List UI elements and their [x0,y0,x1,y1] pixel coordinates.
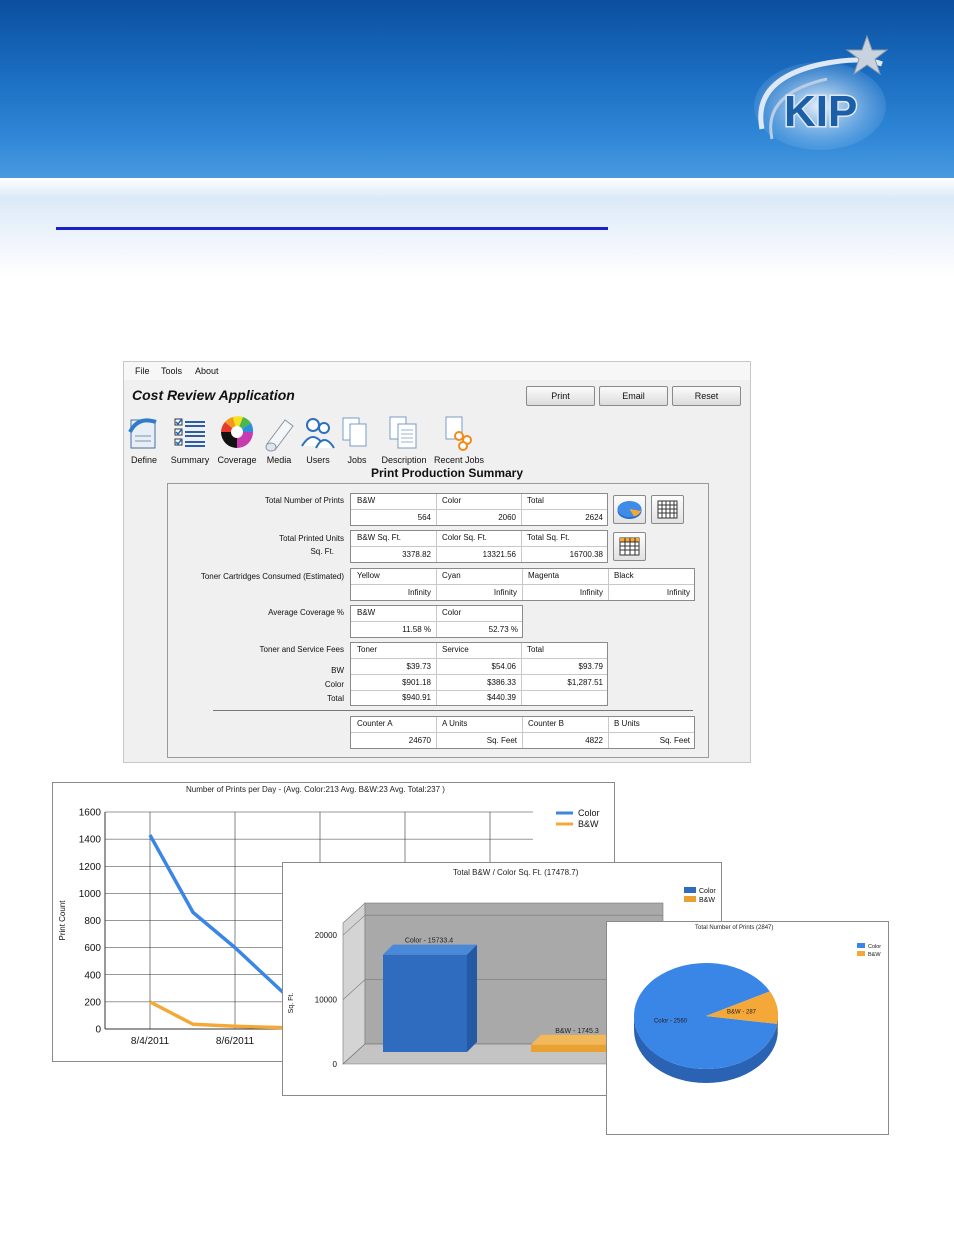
grid-value: Infinity [493,588,517,597]
logo-text: KIP [784,87,858,136]
legend-swatch [684,887,696,893]
grid-value: 52.73 % [488,625,518,634]
grid-value: 2624 [585,513,603,522]
grid-header: Magenta [528,571,560,580]
grid-value: 11.58 % [402,625,431,634]
prints-pie-chart [606,921,889,1135]
legend-label: B&W [699,897,715,904]
side-wall [343,903,365,1064]
toolbar-coverage-label: Coverage [217,455,257,465]
printed-units-label: Total Printed Units [279,534,344,543]
counters-grid [350,716,695,749]
table-view-button[interactable] [651,495,684,524]
menu-about[interactable]: About [195,366,219,376]
printed-units-sublabel: Sq. Ft. [310,547,334,556]
grid-header: B&W Sq. Ft. [357,533,402,542]
pie-chart-icon [614,496,645,523]
description-icon [386,414,422,452]
define-icon [126,414,162,452]
y-tick-label: 800 [84,916,101,927]
total-prints-grid [350,493,608,526]
y-tick-label: 1400 [78,834,101,846]
y-tick-label: 1200 [78,861,101,873]
toolbar-jobs[interactable] [339,414,375,465]
toolbar-define[interactable] [126,414,162,465]
grid-header: Counter A [357,719,393,728]
grid-value: $39.73 [406,662,431,671]
recent-jobs-icon [441,414,477,452]
grid-header: Black [614,571,634,580]
x-tick-label: 8/4/2011 [130,1036,170,1047]
grid-value: $1,287.51 [567,678,603,687]
grid-value: $440.39 [487,693,516,702]
reset-button[interactable]: Reset [672,386,741,406]
grid-value: Sq. Feet [486,736,517,745]
toolbar-media[interactable] [261,414,297,465]
summary-panel [167,483,709,758]
menu-file[interactable]: File [135,366,150,376]
grid-header: Cyan [442,571,461,580]
bar-top [383,945,477,955]
panel-separator [213,710,693,711]
legend-label: Color [868,944,882,950]
menubar [124,362,750,380]
grid-header: Color [442,608,462,617]
chart-title: Number of Prints per Day - (Avg. Color:213 Avg. B&W:23 Avg. Total:237 ) [186,785,445,794]
legend-swatch [857,951,865,956]
bar-side [467,945,477,1052]
grid-header: Yellow [357,571,380,580]
sqft-table-button[interactable] [613,532,646,561]
grid-header: B&W [357,496,376,505]
table-icon [614,533,645,560]
chart-title: Total Number of Prints (2847) [695,925,774,931]
cost-review-window [123,361,751,763]
legend-label: Color [699,888,716,895]
legend-swatch [857,943,865,948]
toner-grid [350,568,695,601]
checklist-icon [172,414,208,452]
email-button[interactable]: Email [599,386,668,406]
y-tick-label: 400 [84,970,101,982]
legend-swatch [684,896,696,902]
x-tick-label: 8/6/2011 [215,1036,255,1047]
y-axis-label: Sq. Ft. [288,992,295,1014]
color-wheel-icon [219,414,255,452]
toolbar-description[interactable] [379,414,429,465]
y-axis-label: Print Count [58,900,67,941]
grid-value: 4822 [585,736,603,745]
print-button[interactable]: Print [526,386,595,406]
grid-header: Service [442,645,469,654]
grid-header: A Units [442,719,468,728]
data-label: Color - 15733.4 [404,937,454,945]
kip-logo [742,34,892,154]
grid-value: 13321.56 [482,550,516,559]
grid-value: Sq. Feet [659,736,690,745]
app-title: Cost Review Application [132,387,295,403]
y-tick-label: 10000 [314,995,337,1005]
grid-header: B&W [357,608,376,617]
grid-header: Toner [357,645,378,654]
section-title: Print Production Summary [371,466,524,480]
grid-header: Total [527,645,544,654]
y-tick-label: 0 [332,1060,337,1069]
toolbar-summary-label: Summary [170,455,210,465]
pie-chart-svg [607,922,888,1134]
data-label: Color - 2560 [653,1018,688,1025]
y-tick-label: 20000 [314,931,337,941]
toolbar-coverage[interactable] [215,414,259,465]
grid-value: Infinity [407,588,431,597]
grid-value: $93.79 [578,662,603,671]
grid-header: Color [442,496,462,505]
y-tick-label: 200 [84,997,101,1009]
grid-header: Counter B [528,719,565,728]
bar [531,1045,615,1052]
data-label: B&W - 1745.3 [555,1027,599,1035]
toolbar-summary[interactable] [169,414,211,465]
bar [383,955,467,1052]
toolbar-recent-jobs-label: Recent Jobs [433,455,485,465]
grid-value: 3378.82 [402,550,431,559]
grid-header: B Units [614,719,640,728]
grid-value: $54.06 [491,662,516,671]
toolbar-define-label: Define [130,455,157,465]
total-prints-label: Total Number of Prints [264,496,344,505]
toolbar-users[interactable] [300,414,336,465]
coverage-grid [350,605,523,638]
y-tick-label: 1600 [78,807,101,819]
grid-value: Infinity [666,588,690,597]
y-tick-label: 600 [84,943,101,955]
coverage-label: Average Coverage % [268,608,344,617]
grid-icon [652,496,683,523]
fees-label: Toner and Service Fees [259,645,344,654]
printed-units-grid [350,530,608,563]
fees-row-label: Total [327,694,344,703]
toolbar-jobs-label: Jobs [347,455,367,465]
grid-value: Infinity [579,588,603,597]
toolbar-media-label: Media [266,455,292,465]
y-tick-label: 1000 [78,888,101,900]
fees-row-label: Color [324,680,344,689]
grid-header: Color Sq. Ft. [442,533,487,542]
legend-label: B&W [578,819,599,829]
grid-value: 16700.38 [569,550,603,559]
users-icon [300,414,336,452]
grid-value: $901.18 [402,678,431,687]
grid-value: 564 [417,513,431,522]
grid-value: $386.33 [487,678,516,687]
menu-tools[interactable]: Tools [161,366,183,376]
fees-row-label: BW [331,666,344,675]
pie-chart-button[interactable] [613,495,646,524]
toolbar-recent-jobs[interactable] [433,414,485,465]
jobs-icon [339,414,375,452]
legend-label: Color [578,808,600,818]
toolbar-description-label: Description [381,455,427,465]
grid-value: 24670 [408,736,431,745]
toner-label: Toner Cartridges Consumed (Estimated) [200,572,344,581]
y-tick-label: 0 [95,1024,101,1036]
data-label: B&W - 287 [726,1009,757,1016]
media-roll-icon [261,414,297,452]
title-rule [56,227,608,230]
grid-header: Total Sq. Ft. [527,533,570,542]
toolbar-users-label: Users [306,455,330,465]
chart-title: Total B&W / Color Sq. Ft. (17478.7) [453,868,579,877]
grid-value: $940.91 [402,693,431,702]
fees-grid [350,642,608,706]
legend-label: B&W [868,952,881,958]
grid-value: 2060 [498,513,516,522]
grid-header: Total [527,496,544,505]
